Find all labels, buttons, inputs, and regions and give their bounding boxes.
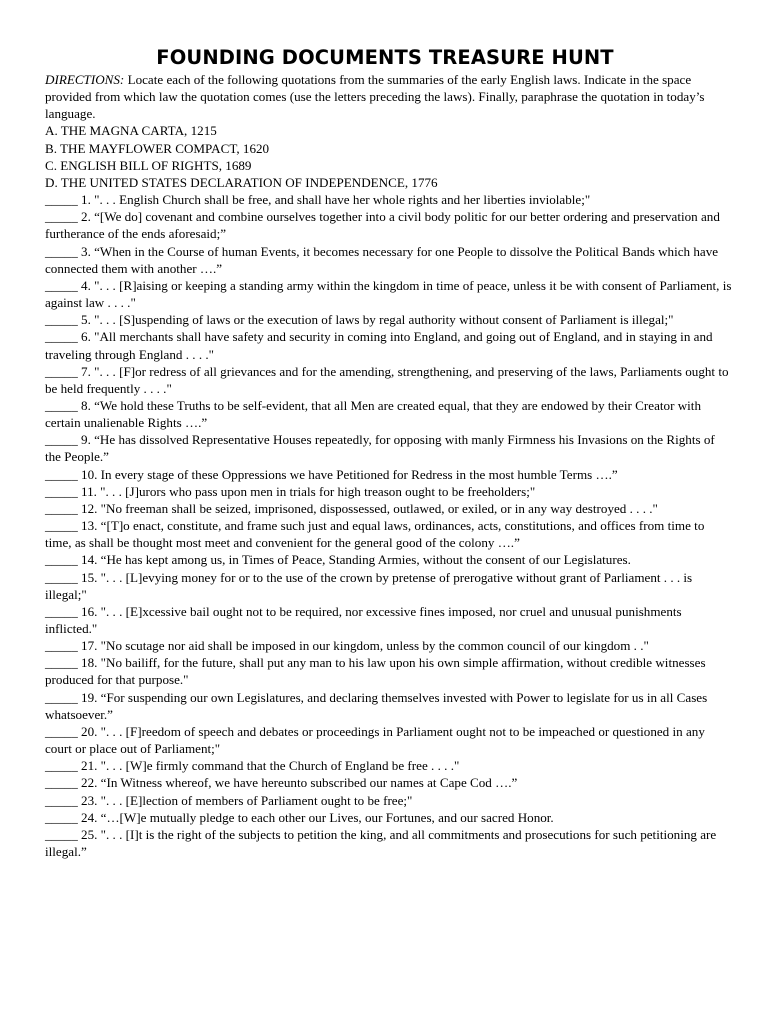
quote-item [45,551,733,568]
quote-item [45,397,733,431]
answer-blank[interactable]: _____ [45,792,78,808]
answer-blank[interactable]: _____ [45,552,78,568]
quote-list [45,191,733,860]
quote-item [45,431,733,465]
answer-blank[interactable]: _____ [45,809,78,825]
quote-item [45,483,733,500]
law-item: D. THE UNITED STATES DECLARATION OF INDEPENDENCE, 1776 [45,174,438,190]
quote-text: 2. “[We do] covenant and combine ourselves together into a civil body politic for our better ordering and preservation and furtherance of the ends aforesaid;” [45,209,720,242]
quote-item [45,723,733,757]
answer-blank[interactable]: _____ [45,689,78,705]
answer-blank[interactable]: _____ [45,243,78,259]
quote-text: 9. “He has dissolved Representative Houses repeatedly, for opposing with manly Firmness his Invasions on the Rights of the People.” [45,432,715,465]
answer-blank[interactable]: _____ [45,192,78,208]
quote-item [45,208,733,242]
quote-text: 4. ". . . [R]aising or keeping a standing army within the kingdom in time of peace, unless it be with consent of Parliament, is against law . . . ." [45,277,732,311]
quote-text: 13. “[T]o enact, constitute, and frame such just and equal laws, ordinances, acts, constitutions, and offices from time to time, as shall be thought most meet and convenient for the general good of the colony ….” [45,518,705,551]
quote-item [45,826,733,860]
quote-text: 11. ". . . [J]urors who pass upon men in trials for high treason ought to be freeholders;" [81,483,536,499]
quote-text: 3. “When in the Course of human Events, it becomes necessary for one People to dissolve the Political Bands which have connected them with another ….” [45,243,719,276]
law-item: C. ENGLISH BILL OF RIGHTS, 1689 [45,157,252,173]
quote-item [45,809,733,826]
answer-blank[interactable]: _____ [45,312,78,328]
page-title: FOUNDING DOCUMENTS TREASURE HUNT [156,46,614,69]
quote-text: 16. ". . . [E]xcessive bail ought not to be required, nor excessive fines imposed, nor cruel and unusual punishments inflicted." [45,603,682,636]
quote-text: 24. “…[W]e mutually pledge to each other our Lives, our Fortunes, and our sacred Honor. [81,809,554,825]
quote-item [45,689,733,723]
quote-item [45,500,733,517]
quote-text: 1. ". . . English Church shall be free, and shall have her whole rights and her liberties inviolable;" [81,192,591,208]
quote-text: 10. In every stage of these Oppressions we have Petitioned for Redress in the most humble Terms ….” [81,466,618,482]
answer-blank[interactable]: _____ [45,758,78,774]
answer-blank[interactable]: _____ [45,209,78,225]
law-list [45,122,733,191]
quote-item [45,774,733,791]
answer-blank[interactable]: _____ [45,483,78,499]
answer-blank[interactable]: _____ [45,655,78,671]
quote-item [45,603,733,637]
quote-item [45,277,733,311]
answer-blank[interactable]: _____ [45,569,78,585]
quote-text: 12. "No freeman shall be seized, imprisoned, dispossessed, outlawed, or exiled, or in any way destroyed . . . ." [81,500,658,516]
quote-text: 6. "All merchants shall have safety and security in coming into England, and going out of England, and in staying in and traveling through England . . . ." [45,329,713,362]
quote-item [45,757,733,774]
answer-blank[interactable]: _____ [45,432,78,448]
quote-item [45,328,733,362]
quote-item [45,792,733,809]
quote-text: 19. “For suspending our own Legislatures, and declaring themselves invested with Power to legislate for us in all Cases whatsoever.” [45,689,708,722]
answer-blank[interactable]: _____ [45,775,78,791]
quote-text: 7. ". . . [F]or redress of all grievances and for the amending, strengthening, and preserving of the laws, Parliaments ought to be held frequently . . . ." [45,363,729,396]
answer-blank[interactable]: _____ [45,500,78,516]
answer-blank[interactable]: _____ [45,277,78,293]
law-item: B. THE MAYFLOWER COMPACT, 1620 [45,140,270,156]
quote-item [45,654,733,688]
quote-item [45,191,733,208]
quote-item [45,517,733,551]
quote-text: 18. "No bailiff, for the future, shall put any man to his law upon his own simple affirmation, without credible witnesses produced for that purpose." [45,655,706,688]
answer-blank[interactable]: _____ [45,518,78,534]
directions-label: DIRECTIONS: [45,72,125,87]
quote-item [45,243,733,277]
quote-text: 5. ". . . [S]uspending of laws or the execution of laws by regal authority without consent of Parliament is illegal;" [81,312,674,328]
answer-blank[interactable]: _____ [45,397,78,413]
quote-text: 17. "No scutage nor aid shall be imposed in our kingdom, unless by the common council of our kingdom . ." [81,638,649,654]
law-item: A. THE MAGNA CARTA, 1215 [45,123,217,139]
quote-text: 14. “He has kept among us, in Times of Peace, Standing Armies, without the consent of our Legislatures. [81,552,631,568]
quote-item [45,363,733,397]
worksheet-body [45,71,733,860]
answer-blank[interactable]: _____ [45,329,78,345]
directions-text: Locate each of the following quotations from the summaries of the early English laws. Indicate in the space provided from which law the quotation comes (use the letters preceding the laws). Finally, paraphrase the quotation in today’s language. [45,72,705,122]
answer-blank[interactable]: _____ [45,603,78,619]
answer-blank[interactable]: _____ [45,638,78,654]
quote-text: 23. ". . . [E]lection of members of Parliament ought to be free;" [81,792,413,808]
quote-item [45,466,733,483]
answer-blank[interactable]: _____ [45,466,78,482]
answer-blank[interactable]: _____ [45,723,78,739]
quote-item [45,637,733,654]
directions [45,71,733,122]
quote-text: 21. ". . . [W]e firmly command that the Church of England be free . . . ." [81,758,460,774]
quote-text: 25. ". . . [I]t is the right of the subjects to petition the king, and all commitments and prosecutions for such petitioning are illegal.” [45,826,717,860]
quote-text: 8. “We hold these Truths to be self-evident, that all Men are created equal, that they are endowed by their Creator with certain unalienable Rights ….” [45,397,701,431]
quote-text: 20. ". . . [F]reedom of speech and debates or proceedings in Parliament ought not to be impeached or questioned in any court or place out of Parliament;" [45,723,705,757]
quote-text: 15. ". . . [L]evying money for or to the use of the crown by pretense of prerogative without grant of Parliament . . . is illegal;" [45,569,693,602]
quote-item [45,569,733,603]
answer-blank[interactable]: _____ [45,826,78,842]
quote-text: 22. “In Witness whereof, we have hereunto subscribed our names at Cape Cod ….” [81,775,518,791]
answer-blank[interactable]: _____ [45,363,78,379]
quote-item [45,311,733,328]
